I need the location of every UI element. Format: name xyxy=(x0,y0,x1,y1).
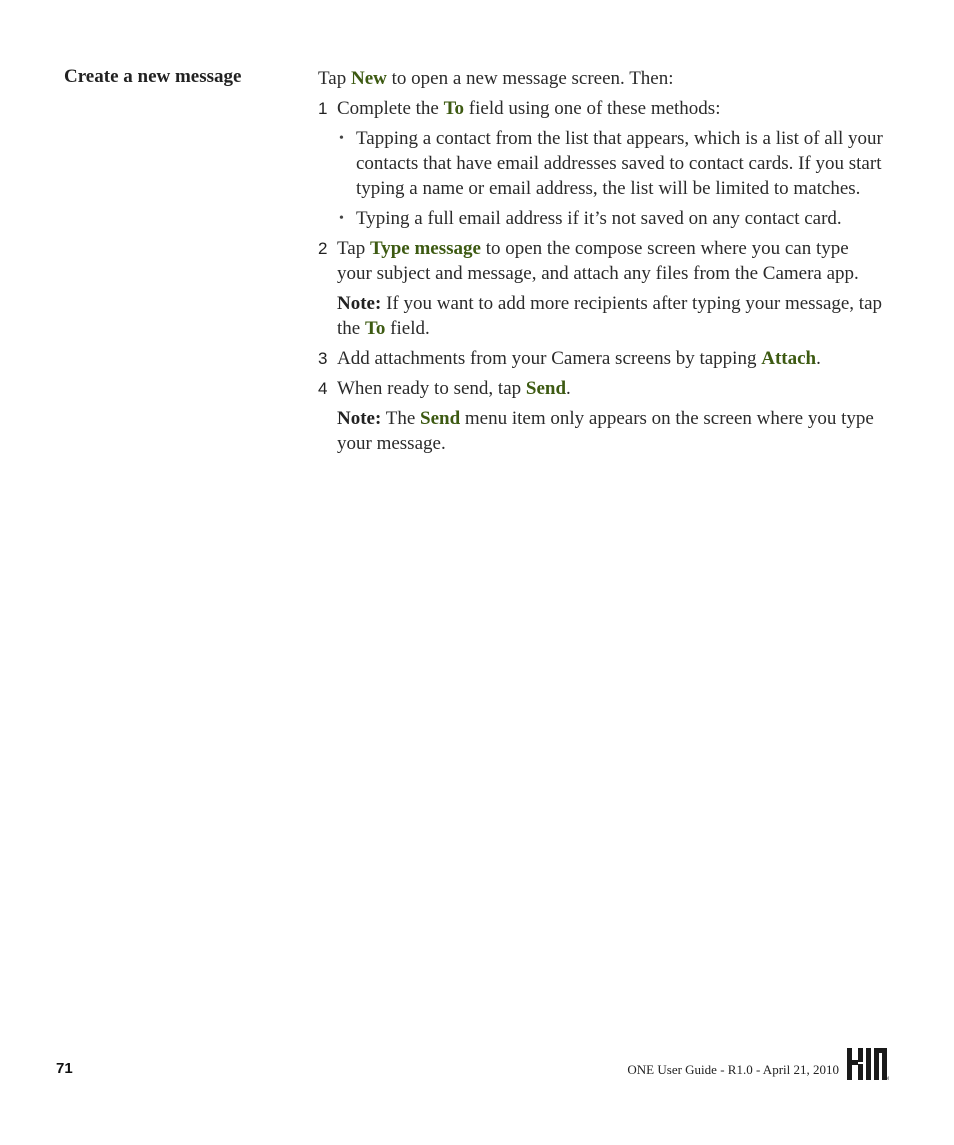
to-keyword: To xyxy=(364,318,386,339)
step-number: 3 xyxy=(318,349,328,368)
send-keyword: Send xyxy=(525,378,567,399)
step-number: 1 xyxy=(318,99,328,118)
step-4 xyxy=(318,376,884,401)
note-label: Note: xyxy=(337,408,382,429)
note-2 xyxy=(318,406,884,456)
note-text-end: field. xyxy=(385,318,430,339)
note-text-end: menu item only appears on the screen where you type your message. xyxy=(337,408,874,454)
attach-keyword: Attach xyxy=(761,348,817,369)
type-message-keyword: Type message xyxy=(369,238,481,259)
step-text-end: . xyxy=(566,378,571,399)
footer-guide-text: ONE User Guide - R1.0 - April 21, 2010 xyxy=(627,1062,839,1077)
instructions xyxy=(318,66,884,456)
intro-text-end: to open a new message screen. Then: xyxy=(386,68,674,89)
to-keyword: To xyxy=(443,98,465,119)
step-2 xyxy=(318,236,884,286)
method-list xyxy=(337,126,884,231)
step-text: Tap xyxy=(337,238,370,259)
step-text-end: field using one of these methods: xyxy=(464,98,721,119)
list-item: • Tapping a contact from the list that appears, which is a list of all your contacts that have email addresses saved to contact cards. If you start typing a name or email address, the list will be limited to matches. xyxy=(337,126,884,201)
step-text-end: . xyxy=(816,348,821,369)
kin-logo xyxy=(846,1047,890,1081)
note-label: Note: xyxy=(337,293,382,314)
step-1 xyxy=(318,96,884,121)
step-text: Add attachments from your Camera screens by tapping xyxy=(337,348,762,369)
list-item: • Typing a full email address if it’s not saved on any contact card. xyxy=(337,206,884,231)
send-keyword: Send xyxy=(420,408,461,429)
step-number: 4 xyxy=(318,379,328,398)
svg-text:TM: TM xyxy=(883,1076,889,1081)
step-text: Complete the xyxy=(337,98,444,119)
step-text: When ready to send, tap xyxy=(337,378,526,399)
new-keyword: New xyxy=(350,68,387,89)
section-heading: Create a new message xyxy=(64,66,242,87)
note-text: The xyxy=(381,408,421,429)
note-text: If you want to add more recipients after typing your message, tap the xyxy=(337,293,883,339)
intro-text: Tap xyxy=(318,68,351,89)
page-number: 71 xyxy=(56,1060,73,1077)
note-1 xyxy=(318,291,884,341)
step-3 xyxy=(318,346,884,371)
step-text-end: to open the compose screen where you can type your subject and message, and attach any files from the Camera app. xyxy=(337,238,859,284)
intro-paragraph xyxy=(318,66,884,91)
step-number: 2 xyxy=(318,239,328,258)
